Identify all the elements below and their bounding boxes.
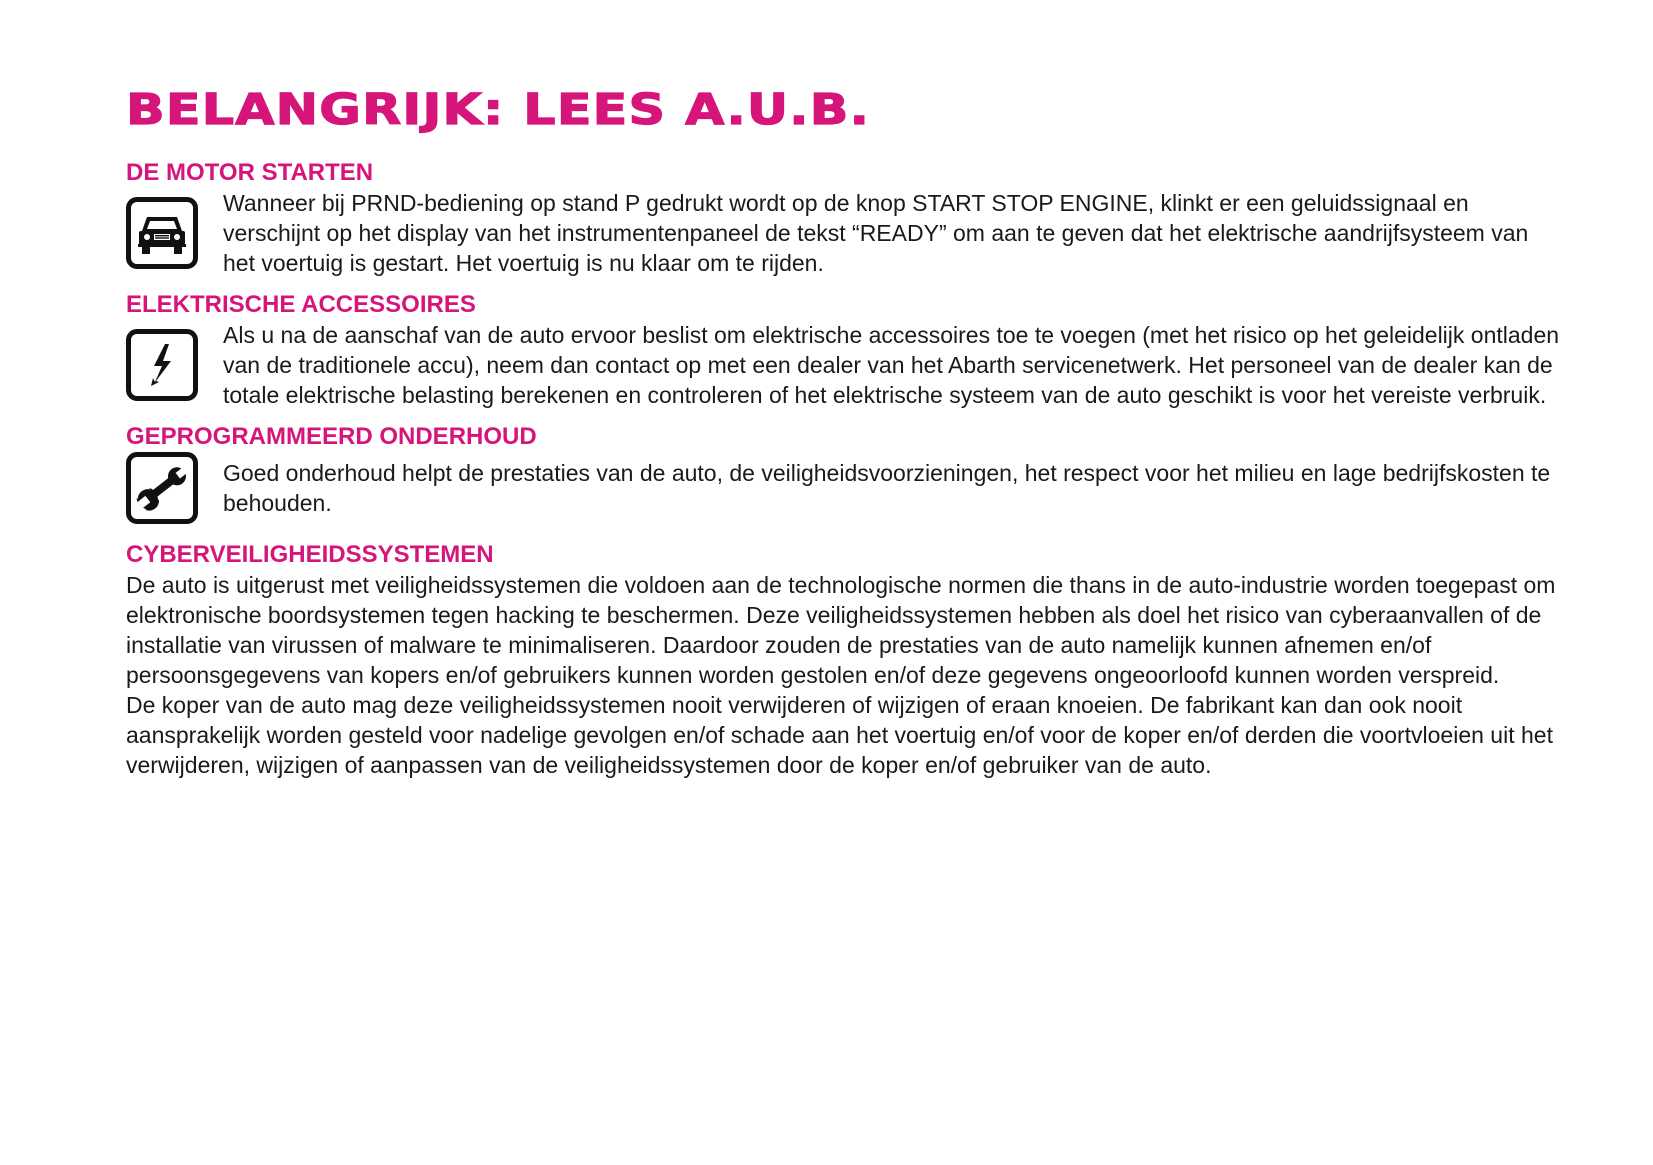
section-heading: CYBERVEILIGHEIDSSYSTEMEN <box>126 541 494 568</box>
section-text: Goed onderhoud helpt de prestaties van de auto, de veiligheidsvoorzieningen, het respect voor het milieu en lage bedrijfskosten te behouden. <box>223 460 1551 516</box>
section-body <box>126 452 1566 524</box>
section-body <box>126 188 1566 278</box>
section-text: Als u na de aanschaf van de auto ervoor beslist om elektrische accessoires toe te voegen (met het risico op het geleidelijk ontladen van de traditionele accu), neem dan contact op met een dealer van het Abarth servicenetwerk. Het personeel van de dealer kan de totale elektrische belasting berekenen en controleren of het elektrische systeem van de auto geschikt is voor het vereiste verbruik. <box>223 322 1560 408</box>
section-heading: ELEKTRISCHE ACCESSOIRES <box>126 291 476 318</box>
page-title: BELANGRIJK: LEES A.U.B. <box>126 85 871 135</box>
section-heading: GEPROGRAMMEERD ONDERHOUD <box>126 423 537 450</box>
section-electrical-accessories <box>126 290 1566 410</box>
section-paragraph: De auto is uitgerust met veiligheidssystemen die voldoen aan de technologische normen die thans in de auto-industrie worden toegepast om elektronische boordsystemen tegen hacking te beschermen. Deze veiligheidssystemen hebben als doel het risico van cyberaanvallen of de installatie van virussen of malware te minimaliseren. Daardoor zouden de prestaties van de auto namelijk kunnen afnemen en/of persoonsgegevens van kopers en/of gebruikers kunnen worden gestolen en/of deze gegevens ongeoorloofd kunnen worden verspreid. <box>126 572 1556 688</box>
document-page <box>126 84 1566 780</box>
section-text: Wanneer bij PRND-bediening op stand P gedrukt wordt op de knop START STOP ENGINE, klinkt er een geluidssignaal en verschijnt op het display van het instrumentenpaneel de tekst “READY” om aan te geven dat het elektrische aandrijfsysteem van het voertuig is gestart. Het voertuig is nu klaar om te rijden. <box>223 190 1529 276</box>
section-maintenance <box>126 422 1566 524</box>
section-body <box>126 320 1566 410</box>
section-paragraph: De koper van de auto mag deze veiligheidssystemen nooit verwijderen of wijzigen of eraan knoeien. De fabrikant kan dan ook nooit aansprakelijk worden gesteld voor nadelige gevolgen en/of schade aan het voertuig en/of voor de koper en/of derden die voortvloeien uit het verwijderen, wijzigen of aanpassen van de veiligheidssystemen door de koper en/of gebruiker van de auto. <box>126 692 1553 778</box>
car-front-icon <box>126 197 198 269</box>
section-engine-start <box>126 158 1566 278</box>
lightning-bolt-icon <box>126 329 198 401</box>
section-heading: DE MOTOR STARTEN <box>126 159 374 186</box>
section-cybersecurity <box>126 540 1566 780</box>
wrench-icon <box>126 452 198 524</box>
